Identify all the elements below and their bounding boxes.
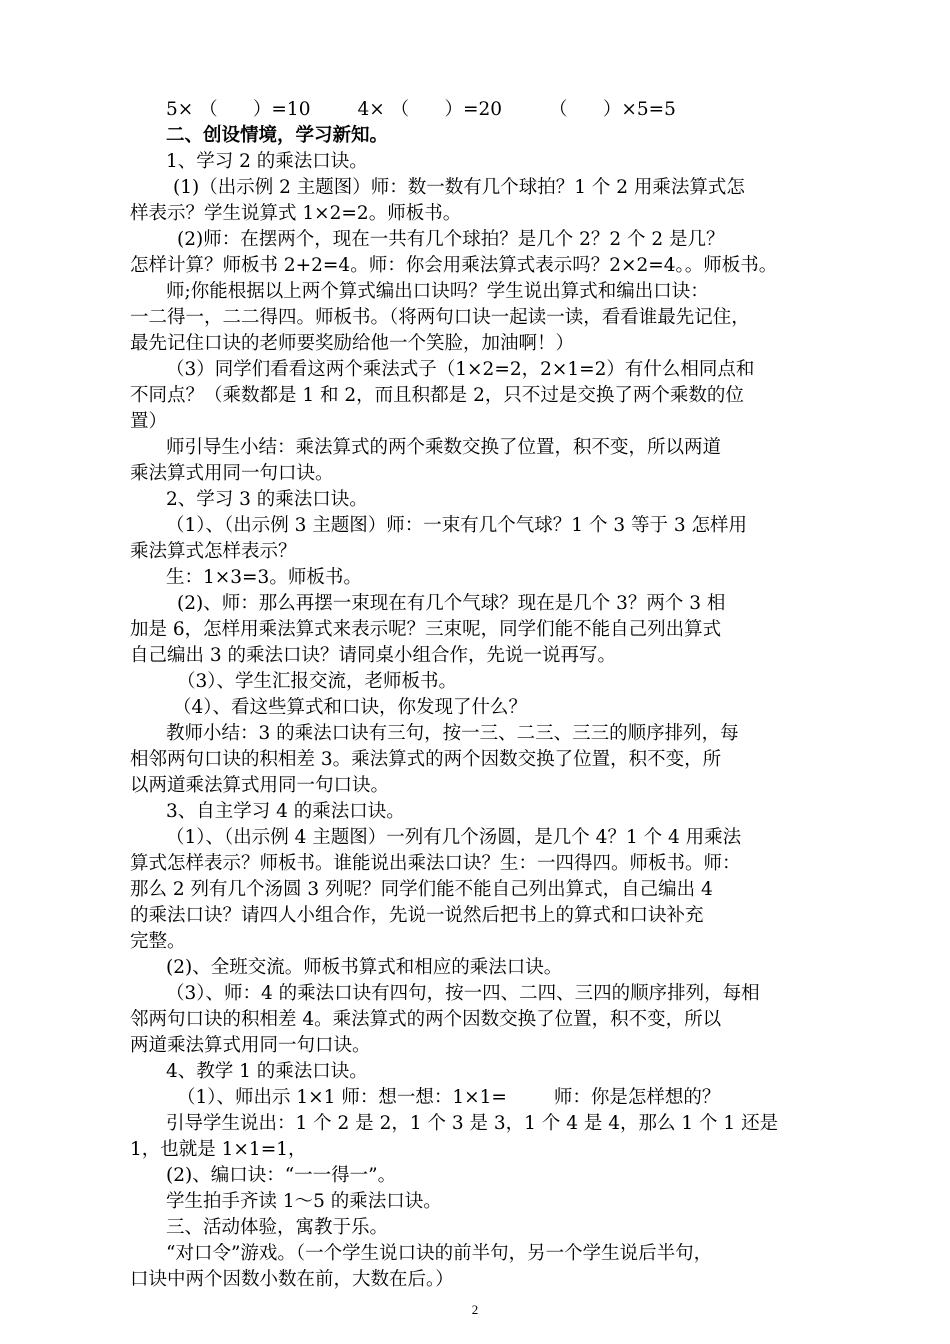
page-number: 2 [471, 1302, 479, 1317]
paragraph-line: 引导学生说出：1 个 2 是 2，1 个 3 是 3，1 个 4 是 4，那么 1 个 1 还是 [166, 1113, 779, 1134]
paragraph-line: 教师小结：3 的乘法口诀有三句，按一三、二三、三三的顺序排列，每 [166, 723, 739, 744]
section-heading: 二、创设情境，学习新知。 [166, 125, 389, 146]
paragraph-line: 自己编出 3 的乘法口诀？请同桌小组合作，先说一说再写。 [130, 645, 617, 666]
paragraph-line: 一二得一，二二得四。师板书。（将两句口诀一起读一读，看看谁最先记住， [130, 307, 750, 328]
paragraph-line: “对口令”游戏。（一个学生说口诀的前半句，另一个学生说后半句， [166, 1243, 713, 1264]
paragraph-line: 师引导生小结：乘法算式的两个乘数交换了位置，积不变，所以两道 [166, 437, 722, 458]
paragraph-line: 加是 6，怎样用乘法算式来表示呢？三束呢，同学们能不能自己列出算式 [130, 619, 722, 640]
paragraph-line: 那么 2 列有几个汤圆 3 列呢？同学们能不能自己列出算式，自己编出 4 [130, 879, 713, 900]
paragraph-line: 相邻两句口诀的积相差 3。乘法算式的两个因数交换了位置，积不变，所 [130, 749, 722, 770]
paragraph-line: 的乘法口诀？请四人小组合作，先说一说然后把书上的算式和口诀补充 [130, 905, 704, 926]
paragraph-line: 算式怎样表示？师板书。谁能说出乘法口诀？生：一四得四。师板书。师： [130, 853, 741, 874]
paragraph-line: 样表示？学生说算式 1×2=2。师板书。 [130, 203, 462, 224]
paragraph-line: （1）、师出示 1×1 师：想一想：1×1= 师：你是怎样想的？ [177, 1087, 721, 1108]
paragraph-line: (2)、编口诀：“一一得一”。 [166, 1165, 397, 1186]
subsection-heading: 1、学习 2 的乘法口诀。 [166, 151, 368, 172]
paragraph-line: 怎样计算？师板书 2+2=4。师：你会用乘法算式表示吗？2×2=4。。师板书。 [130, 255, 778, 276]
subsection-heading: 4、教学 1 的乘法口诀。 [166, 1061, 368, 1082]
paragraph-line: 不同点？（乘数都是 1 和 2，而且积都是 2，只不过是交换了两个乘数的位 [130, 385, 744, 406]
paragraph-line: 口诀中两个因数小数在前，大数在后。） [130, 1269, 454, 1290]
paragraph-line: 以两道乘法算式用同一句口诀。 [130, 775, 390, 796]
exercise-line: 5× （ ）=10 4× （ ）=20 （ ）×5=5 [166, 99, 676, 120]
paragraph-line: (2)、师：那么再摆一束现在有几个气球？现在是几个 3？两个 3 相 [177, 593, 726, 614]
paragraph-line: 最先记住口诀的老师要奖励给他一个笑脸，加油啊！） [130, 333, 575, 354]
paragraph-line: （1）、（出示例 4 主题图）一列有几个汤圆，是几个 4？1 个 4 用乘法 [166, 827, 742, 848]
section-heading: 三、活动体验，寓教于乐。 [166, 1217, 389, 1238]
subsection-heading: 3、自主学习 4 的乘法口诀。 [166, 801, 405, 822]
paragraph-line: （4）、看这些算式和口诀，你发现了什么？ [173, 697, 528, 718]
paragraph-line: 乘法算式怎样表示？ [130, 541, 297, 562]
paragraph-line: （3）同学们看看这两个乘法式子（1×2=2，2×1=2）有什么相同点和 [166, 359, 755, 380]
paragraph-line: 置） [130, 411, 168, 432]
paragraph-line: (1)（出示例 2 主题图）师：数一数有几个球拍？1 个 2 用乘法算式怎 [173, 177, 745, 198]
paragraph-line: （3）、师：4 的乘法口诀有四句，按一四、二四、三四的顺序排列，每相 [166, 983, 760, 1004]
paragraph-line: 学生拍手齐读 1～5 的乘法口诀。 [166, 1191, 442, 1212]
paragraph-line: （3）、学生汇报交流，老师板书。 [177, 671, 458, 692]
paragraph-line: 两道乘法算式用同一句口诀。 [130, 1035, 371, 1056]
paragraph-line: 生：1×3=3。师板书。 [166, 567, 362, 588]
paragraph-line: 完整。 [130, 931, 186, 952]
paragraph-line: (2)、全班交流。师板书算式和相应的乘法口诀。 [166, 957, 563, 978]
subsection-heading: 2、学习 3 的乘法口诀。 [166, 489, 368, 510]
paragraph-line: 邻两句口诀的积相差 4。乘法算式的两个因数交换了位置，积不变，所以 [130, 1009, 722, 1030]
paragraph-line: 师;你能根据以上两个算式编出口诀吗？学生说出算式和编出口诀： [166, 281, 709, 302]
paragraph-line: (2)师：在摆两个，现在一共有几个球拍？是几个 2？2 个 2 是几？ [177, 229, 725, 250]
paragraph-line: 1，也就是 1×1=1， [130, 1139, 307, 1160]
paragraph-line: 乘法算式用同一句口诀。 [130, 463, 334, 484]
paragraph-line: （1）、（出示例 3 主题图）师：一束有几个气球？1 个 3 等于 3 怎样用 [166, 515, 748, 536]
